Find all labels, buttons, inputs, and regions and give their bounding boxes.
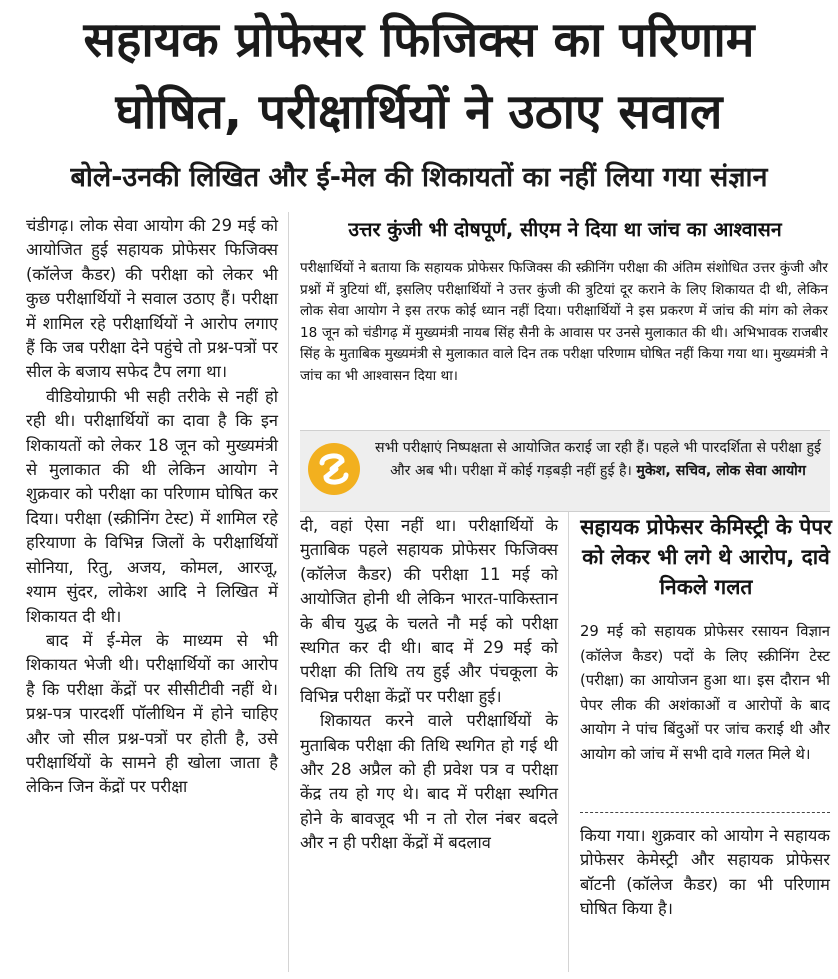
headline-line-1: सहायक प्रोफेसर फिजिक्स का परिणाम	[83, 12, 755, 68]
sidebar-body: 29 मई को सहायक प्रोफेसर रसायन विज्ञान (कॉलेज कैडर) पदों के लिए स्क्रीनिंग टेस्ट (परीक्षा) का आयोजन हुआ था। इस दौरान भी पेपर लीक की अशंकाओं व आरोपों के बाद आयोग ने पांच बिंदुओं पर जांच कराई थी और आयोग को जांच में सभी दावे गलत मिले थे।	[580, 623, 830, 763]
story-column-1	[26, 214, 278, 800]
sidebar-heading: सहायक प्रोफेसर केमिस्ट्री के पेपर को लेकर भी लगे थे आरोप, दावे निकले गलत	[580, 515, 832, 599]
paragraph: चंडीगढ़। लोक सेवा आयोग की 29 मई को आयोजित हुई सहायक प्रोफेसर फिजिक्स (कॉलेज कैडर) की परीक्षा को लेकर भी कुछ परीक्षार्थियों ने सवाल उठाए हैं। परीक्षा में शामिल रहे परीक्षार्थियों ने आरोप लगाए हैं कि जब परीक्षा देने पहुंचे तो प्रश्न-पत्रों पर सील के बजाय सफेद टैप लगा था।	[26, 216, 278, 382]
box-heading: उत्तर कुंजी भी दोषपूर्ण, सीएम ने दिया था जांच का आश्वासन	[348, 218, 782, 241]
paragraph: शिकायत करने वाले परीक्षार्थियों के मुताबिक परीक्षा की तिथि स्थगित हो गई थी और 28 अप्रैल को ही प्रवेश पत्र व परीक्षा केंद्र तय हो गए थे। बाद में परीक्षा स्थगित होने के बावजूद भी न तो रोल नंबर बदले और न ही परीक्षा केंद्रों में बदलाव	[300, 711, 558, 853]
divider	[580, 812, 830, 813]
column-divider	[288, 212, 289, 972]
quote-attribution: मुकेश, सचिव, लोक सेवा आयोग	[636, 463, 806, 479]
paragraph: वीडियोग्राफी भी सही तरीके से नहीं हो रही थी। परीक्षार्थियों का दावा है कि इन शिकायतों को लेकर 18 जून को मुख्यमंत्री से मुलाकात की थी लेकिन आयोग ने शुक्रवार को परीक्षा का परिणाम घोषित कर दिया। परीक्षा (स्क्रीनिंग टेस्ट) में शामिल रहे हरियाणा के विभिन्न जिलों के परीक्षार्थियों सोनिया, रितु, अजय, कोमल, आरजू, श्याम सुंदर, लोकेश आदि ने लिखित में शिकायत दी थी।	[26, 386, 278, 626]
headline-line-2: घोषित, परीक्षार्थियों ने उठाए सवाल	[115, 84, 723, 140]
paragraph: बाद में ई-मेल के माध्यम से भी शिकायत भेजी थी। परीक्षार्थियों का आरोप है कि परीक्षा केंद्रों पर सीसीटीवी नहीं थे। प्रश्न-पत्र पारदर्शी पॉलीथिन में होने चाहिए और जो सील प्रश्न-पत्रों पर होती है, उसे परीक्षार्थियों के सामने ही खोला जाता है लेकिन जिन केंद्रों पर परीक्षा	[26, 630, 278, 797]
quote-icon	[308, 443, 360, 495]
box-body: परीक्षार्थियों ने बताया कि सहायक प्रोफेसर फिजिक्स की स्क्रीनिंग परीक्षा की अंतिम संशोधित उत्तर कुंजी और प्रश्नों में त्रुटियां थीं, इसलिए परीक्षार्थियों ने उत्तर कुंजी की त्रुटियां दूर कराने के लिए शिकायत दी थी, लेकिन लोक सेवा आयोग ने इस तरफ कोई ध्यान नहीं दिया। परीक्षार्थियों ने इस प्रकरण में जांच की मांग को लेकर 18 जून को चंडीगढ़ में मुख्यमंत्री नायब सिंह सैनी के आवास पर उनसे मुलाकात की थी। अभिभावक राजबीर सिंह के मुताबिक मुख्यमंत्री से मुलाकात वाले दिन तक परीक्षा परिणाम घोषित नहीं किया गया था। मुख्यमंत्री ने जांच का भी आश्वासन दिया था।	[300, 260, 828, 384]
column-divider	[568, 512, 569, 972]
quote-body: सभी परीक्षाएं निष्पक्षता से आयोजित कराई जा रही हैं। पहले भी पारदर्शिता से परीक्षा हुई और अब भी। परीक्षा में कोई गड़बड़ी नहीं हुई है।	[375, 440, 821, 479]
paragraph: किया गया। शुक्रवार को आयोग ने सहायक प्रोफेसर केमेस्ट्री और सहायक प्रोफेसर बॉटनी (कॉलेज कैडर) का भी परिणाम घोषित किया है।	[580, 826, 830, 919]
story-column-3	[580, 824, 830, 922]
subheadline: बोले-उनकी लिखित और ई-मेल की शिकायतों का नहीं लिया गया संज्ञान	[70, 162, 768, 193]
story-column-2	[300, 514, 558, 856]
quote-box	[300, 430, 830, 512]
paragraph: दी, वहां ऐसा नहीं था। परीक्षार्थियों के मुताबिक पहले सहायक प्रोफेसर फिजिक्स (कॉलेज कैडर) की परीक्षा 11 मई को आयोजित होनी थी लेकिन भारत-पाकिस्तान के बीच युद्ध के चलते नौ मई को परीक्षा स्थगित कर दी थी। बाद में 29 मई को परीक्षा की तिथि तय हुई और पंचकूला के विभिन्न परीक्षा केंद्रों पर परीक्षा हुई।	[300, 516, 558, 706]
quote-text	[374, 437, 822, 483]
